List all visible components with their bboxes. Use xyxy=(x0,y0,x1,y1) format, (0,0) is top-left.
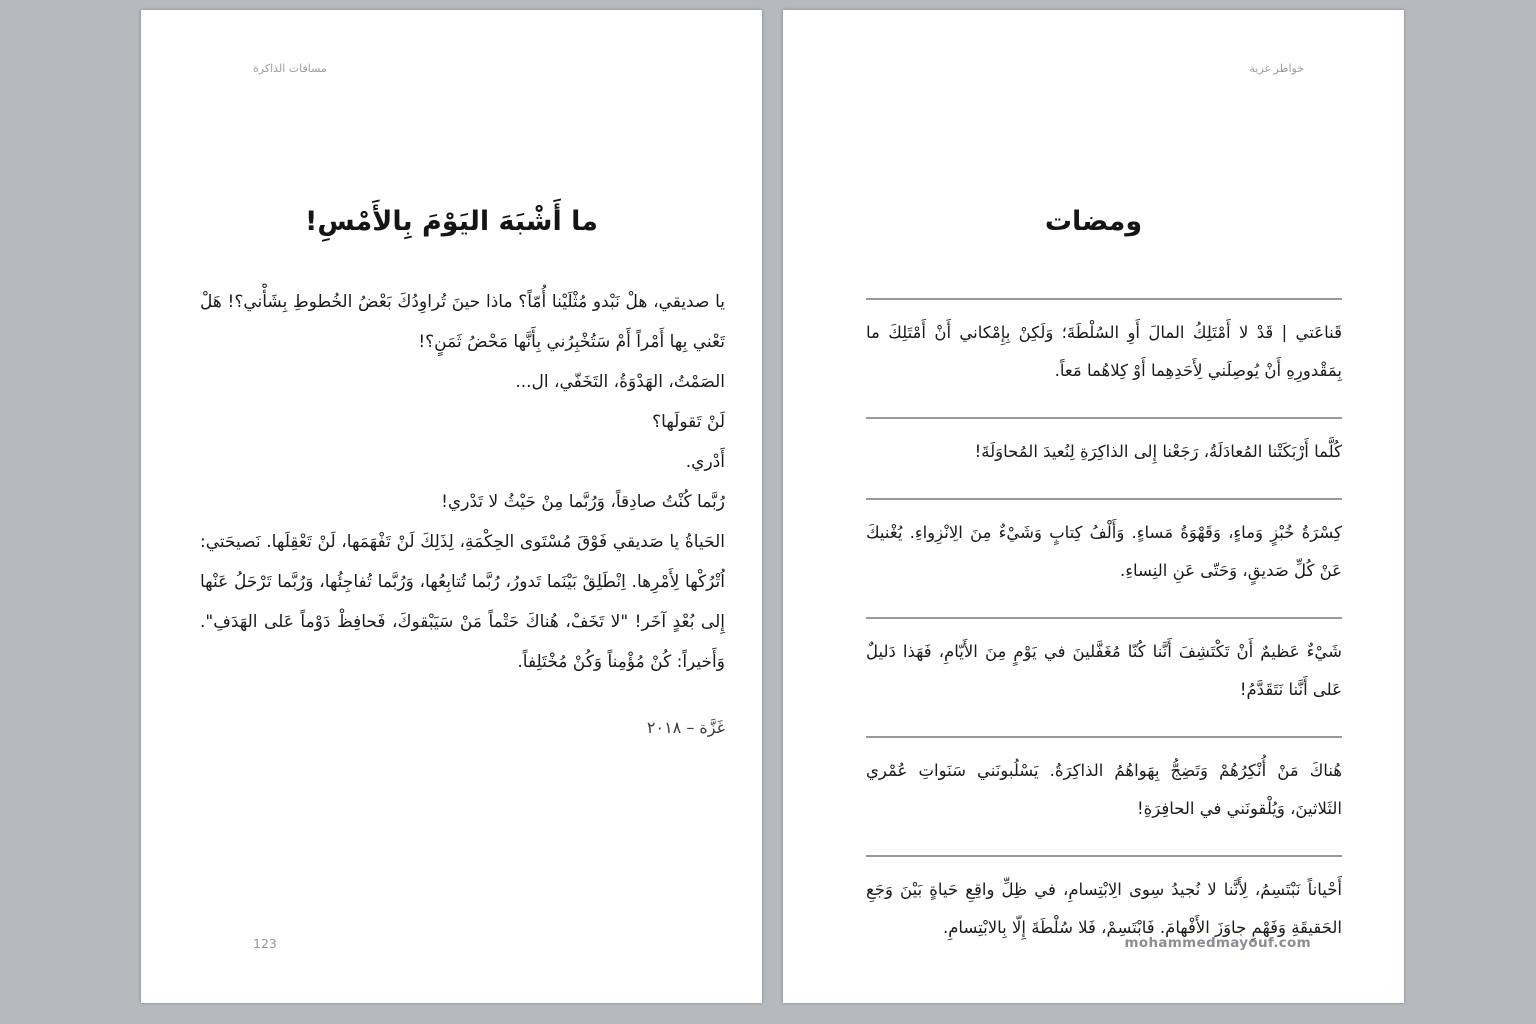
aphorism-text: هُناكَ مَنْ أُنْكِرُهُمْ وَتَضِجُّ بِهَواهُمُ الذاكِرَةُ. يَسْلُبونَني سَنَواتِ عُمْري الثَلاثينَ، وَيُلْقونَني في الحافِرَةِ! xyxy=(866,761,1342,818)
left-body-text xyxy=(200,282,725,748)
left-chapter-title: ما أَشْبَهَ اليَوْمَ بِالأَمْسِ! xyxy=(305,206,598,238)
page-number: 123 xyxy=(253,936,277,951)
paragraph: الحَياةُ يا صَديقي فَوْقَ مُسْتَوى الحِكْمَةِ، لِذَلِكَ لَنْ تَفْهَمَها، لَنْ تَعْقِلَها. نَصيحَتي: اُتْرُكْها لِأَمْرِها. اِنْطَلِقْ بَيْنَما تَدورُ، رُبَّما تُتابِعُها، وَرُبَّما تُفاجِئُها، وَرُبَّما تَرْحَلُ عَنْها إِلى بُعْدٍ آخَر! "لا تَخَفْ، هُناكَ حَتْماً مَنْ سَيَبْقوكَ، فَحافِظْ دَوْماً عَلى الهَدَفِ". وَأَخيراً: كُنْ مُؤْمِناً وَكُنْ مُخْتَلِفاً. xyxy=(200,532,725,672)
aphorism-text: قَناعَتي | قَدْ لا أَمْتَلِكُ المالَ أَوِ السُلْطَةَ؛ وَلَكِنْ بِإِمْكاني أَنْ أَمْتَلِكَ ما بِمَقْدورِهِ أَنْ يُوصِلَني لِأَحَدِهِما أَوْ كِلاهُما مَعاً. xyxy=(866,323,1342,380)
section-divider xyxy=(866,617,1342,619)
paragraph: أَدْري. xyxy=(685,452,725,472)
paragraph: رُبَّما كُنْتُ صادِقاً، وَرُبَّما مِنْ حَيْثُ لا تَدْري! xyxy=(441,492,725,512)
paragraph: يا صديقي، هلْ نَبْدو مُثْلَيْنا أُمّاً؟ ماذا حينَ تُراوِدُكَ بَعْضُ الخُطوطِ بِشَأْني؟! هَلْ تَعْني بِها أَمْراً أَمْ سَتُخْبِرُني بِأَنَّها مَحْضُ ثَمَنٍ؟! xyxy=(200,292,725,352)
aphorism-section xyxy=(866,298,1342,390)
aphorism-text: شَيْءٌ عَظيمٌ أَنْ تَكْتَشِفَ أَنَّنا كُنّا مُغَفَّلينَ في يَوْمٍ مِنَ الأَيّامِ، فَهَذا دَليلٌ عَلى أَنَّنا نَتَقَدَّمُ! xyxy=(866,642,1342,699)
left-running-header: مسافات الذاكرة xyxy=(253,62,327,75)
left-page xyxy=(141,10,762,1003)
paragraph: الصَمْتُ، الهَدْوَةُ، التَخَفّي، ال... xyxy=(515,372,725,392)
aphorism-sections xyxy=(866,298,1342,974)
aphorism-section xyxy=(866,617,1342,709)
aphorism-text: أَحْياناً نَبْتَسِمُ، لِأَنَّنا لا نُجيدُ سِوى الِابْتِسامِ، في ظِلِّ واقِعِ حَياةٍ بَيْنَ وَجَعِ الحَقيقَةِ وَفَهْمٍ جاوَزَ الأَفْهامَ. فَابْتَسِمْ، فَلا سُلْطَةَ إِلّا بِالابْتِسامِ. xyxy=(866,880,1342,937)
section-divider xyxy=(866,855,1342,857)
aphorism-text: كِسْرَةُ خُبْزٍ وَماءٍ، وَقَهْوَةُ مَساءٍ. وَأَلْفُ كِتابٍ وَشَيْءٌ مِنَ الِانْزِواءِ. يُغْنيكَ عَنْ كُلِّ صَديقٍ، وَحَتّى عَنِ النِساءِ. xyxy=(866,523,1342,580)
aphorism-section xyxy=(866,736,1342,828)
section-divider xyxy=(866,498,1342,500)
right-page xyxy=(783,10,1404,1003)
aphorism-section xyxy=(866,498,1342,590)
right-running-header: خواطر غزية xyxy=(1249,62,1304,75)
section-divider xyxy=(866,736,1342,738)
paragraph: لَنْ تَقولَها؟ xyxy=(652,412,725,432)
place-date-signature: غَزَّة – ٢٠١٨ xyxy=(646,718,725,737)
aphorism-text: كُلَّما أَرْبَكَتْنا المُعادَلَةُ، رَجَعْنا إِلى الذاكِرَةِ لِنُعيدَ المُحاوَلَةَ! xyxy=(974,442,1342,461)
section-divider xyxy=(866,298,1342,300)
author-website-footer: mohammedmayouf.com xyxy=(1124,935,1311,951)
aphorism-section xyxy=(866,417,1342,471)
section-divider xyxy=(866,417,1342,419)
aphorism-section xyxy=(866,855,1342,947)
right-chapter-title: ومضات xyxy=(1044,206,1143,238)
